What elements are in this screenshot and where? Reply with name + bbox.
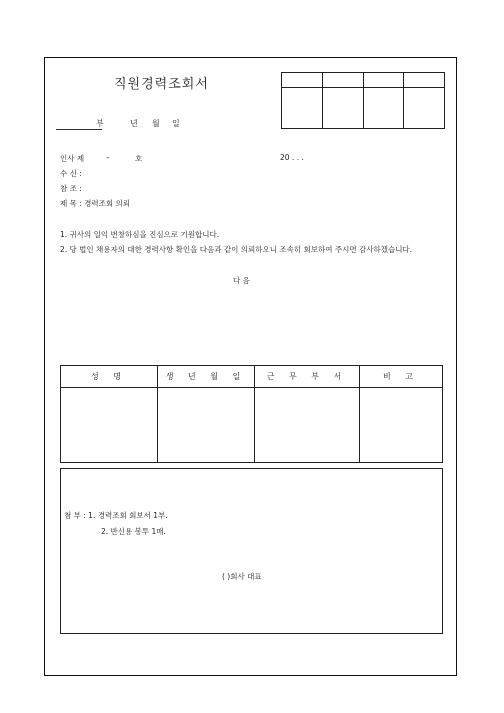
date-part: 년 bbox=[130, 119, 138, 128]
approval-sign-cell bbox=[282, 88, 323, 129]
paragraph-2: 2. 당 법인 채용자의 대한 경력사항 확인을 다음과 같이 의뢰하오니 조속히 회보하여 주시면 감사하겠습니다. bbox=[60, 245, 413, 254]
career-table bbox=[60, 365, 443, 463]
recipient-line: 수 신 : bbox=[60, 169, 82, 178]
reference-line: 참 조 : bbox=[60, 184, 82, 193]
next-heading: 다 음 bbox=[233, 276, 250, 285]
approval-sign-cell bbox=[322, 88, 363, 129]
document-title: 직원경력조회서 bbox=[114, 77, 209, 92]
company-representative: ( )회사 대표 bbox=[222, 572, 262, 581]
date-part: 부 bbox=[96, 119, 104, 128]
date-underline bbox=[56, 129, 102, 130]
attachment-line-2: 2. 반신용 봉투 1매. bbox=[101, 527, 166, 536]
header-department: 근 무 부 서 bbox=[255, 366, 360, 388]
subject-line: 제 목 : 경력조회 의뢰 bbox=[60, 199, 131, 208]
cell-remarks bbox=[360, 388, 443, 463]
doc-number-suffix: 호 bbox=[135, 154, 143, 163]
approval-grid bbox=[281, 72, 445, 129]
paragraph-1: 1. 귀사의 일익 번창하심을 진심으로 기원합니다. bbox=[60, 230, 220, 239]
header-remarks: 비 고 bbox=[360, 366, 443, 388]
doc-number-label: 인사 제 bbox=[60, 154, 85, 163]
approval-sign-cell bbox=[404, 88, 445, 129]
attachment-box bbox=[60, 468, 443, 634]
attachment-line-1: 첨 부 : 1. 경력조회 회보서 1부. bbox=[64, 511, 168, 520]
approval-header-cell bbox=[404, 73, 445, 88]
cell-name bbox=[61, 388, 158, 463]
header-birthdate: 생 년 월 일 bbox=[158, 366, 255, 388]
cell-department bbox=[255, 388, 360, 463]
approval-header-cell bbox=[282, 73, 323, 88]
doc-number-dash: – bbox=[106, 153, 110, 162]
date-part: 월 bbox=[152, 119, 160, 128]
approval-header-cell bbox=[322, 73, 363, 88]
cell-birthdate bbox=[158, 388, 255, 463]
doc-date: 20 . . . bbox=[280, 153, 304, 162]
header-name: 성 명 bbox=[61, 366, 158, 388]
approval-sign-cell bbox=[363, 88, 404, 129]
date-part: 일 bbox=[172, 119, 180, 128]
approval-header-cell bbox=[363, 73, 404, 88]
